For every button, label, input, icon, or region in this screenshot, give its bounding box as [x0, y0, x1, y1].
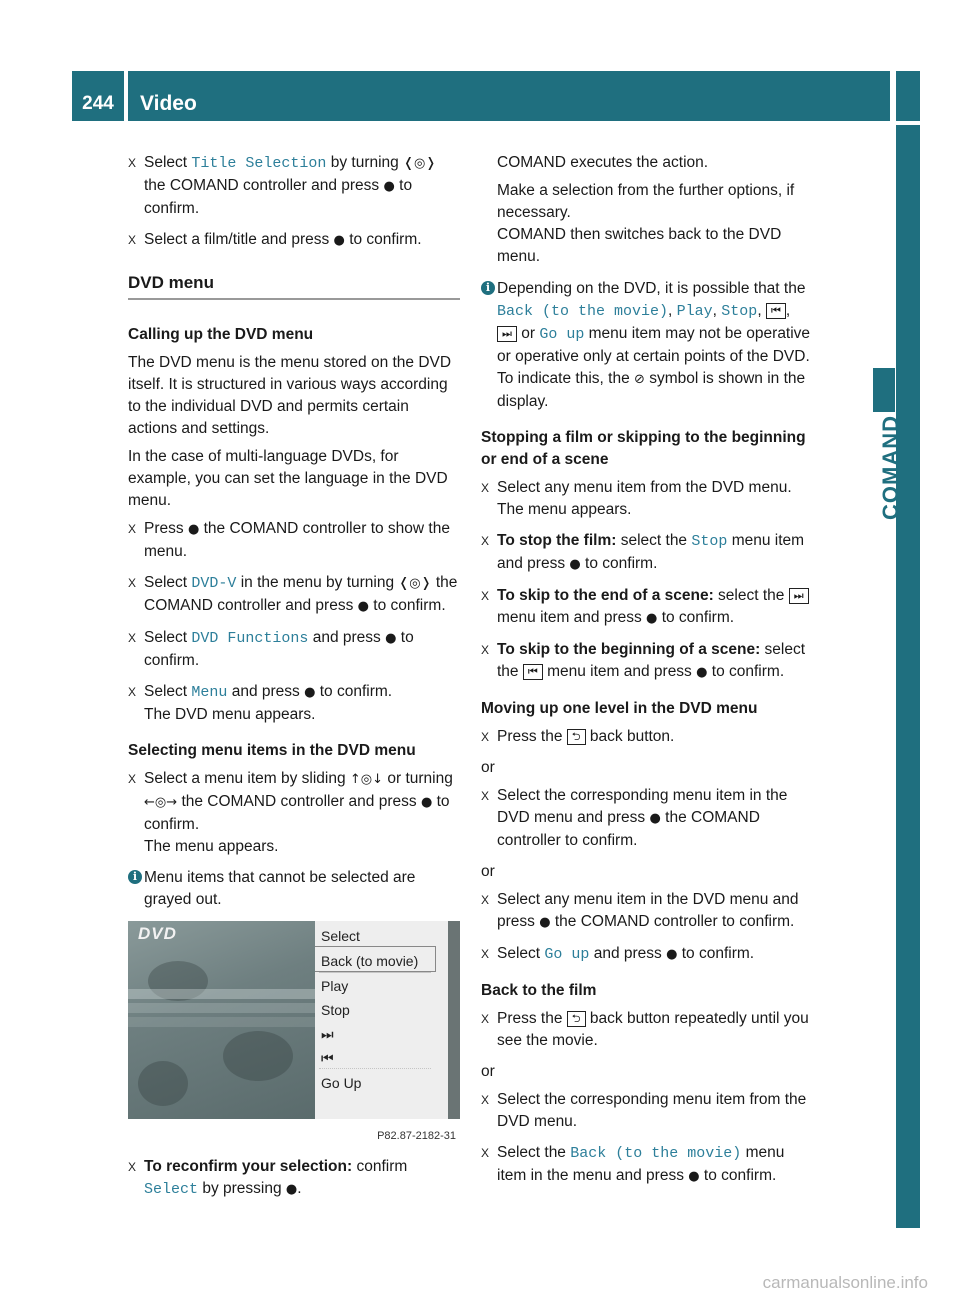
side-tab-top — [896, 71, 920, 121]
code-go-up: Go up — [544, 946, 590, 963]
step-select-corresponding-from: X Select the corresponding menu item from the DVD menu. — [481, 1091, 807, 1130]
step-stop-film: X To stop the film: select the Stop menu item and press ● to confirm. — [481, 532, 805, 572]
step-arrow-icon: X — [481, 1012, 490, 1026]
info-icon: i — [481, 281, 495, 295]
step-skip-begin: X To skip to the beginning of a scene: select the ⏮ menu item and press ● to confirm. — [481, 641, 806, 680]
step-arrow-icon: X — [481, 1146, 490, 1160]
step-select-functions: X Select DVD Functions and press ● to confirm. — [128, 629, 414, 669]
subhead-back-film: Back to the film — [481, 982, 597, 999]
step-select-corresponding: X Select the corresponding menu item in the DVD menu and press ● the COMAND controller to confirm. — [481, 787, 788, 849]
turn-controller-icon: ❬◎❭ — [403, 156, 437, 171]
turn-controller-icon: ←◎→ — [144, 795, 178, 810]
code-dvd-functions: DVD Functions — [191, 630, 309, 647]
step-arrow-icon: X — [481, 1093, 490, 1107]
info-icon: i — [128, 870, 142, 884]
step-arrow-icon: X — [481, 730, 490, 744]
step-select-go-up: X Select Go up and press ● to confirm. — [481, 945, 755, 963]
right-column — [481, 152, 814, 1197]
press-controller-icon: ● — [688, 1169, 700, 1184]
menu-item-next-icon: ⏭ — [321, 1026, 334, 1042]
note-depending: i Depending on the DVD, it is possible that the Back (to the movie), Play, Stop, ⏮ , ⏭ or Go up menu item may not be operative or operative only at certain points of the DVD. To indicate this, the ⊘ symbol is shown in the display. — [481, 278, 814, 413]
code-back-to-movie: Back (to the movie) — [570, 1145, 742, 1162]
step-arrow-icon: X — [481, 534, 490, 548]
subhead-moving: Moving up one level in the DVD menu — [481, 700, 758, 717]
step-arrow-icon: X — [128, 1160, 137, 1174]
video-area — [128, 921, 315, 1119]
prev-scene-icon: ⏮ — [523, 664, 543, 680]
side-marker — [873, 368, 895, 412]
subhead-selecting: Selecting menu items in the DVD menu — [128, 742, 416, 759]
step-arrow-icon: X — [128, 685, 137, 699]
para-calling-1: The DVD menu is the menu stored on the DVD itself. It is structured in various ways according to the individual DVD and permits certain actions and settings. — [128, 354, 452, 437]
code-menu: Menu — [191, 684, 228, 701]
step-arrow-icon: X — [128, 576, 137, 590]
press-controller-icon: ● — [187, 522, 200, 537]
heading-dvd-menu: DVD menu — [128, 272, 460, 300]
step-select-item: X Select a menu item by sliding ↑◎↓ or turning ←◎→ the COMAND controller and press ● to confirm. The menu appears. — [128, 770, 453, 855]
step-select-back-movie: X Select the Back (to the movie) menu item in the menu and press ● to confirm. — [481, 1144, 785, 1184]
step-skip-end: X To skip to the end of a scene: select the ⏭ menu item and press ● to confirm. — [481, 585, 814, 630]
step-select-any: X Select any menu item in the DVD menu and press ● the COMAND controller to confirm. — [481, 891, 799, 930]
step-arrow-icon: X — [128, 156, 137, 170]
step-press-show: X Press ● the COMAND controller to show the menu. — [128, 520, 450, 560]
screen-scrollbar — [448, 921, 460, 1119]
next-scene-icon: ⏭ — [497, 326, 517, 342]
step-arrow-icon: X — [481, 481, 490, 495]
step-arrow-icon: X — [128, 631, 137, 645]
press-controller-icon: ● — [333, 233, 345, 248]
text-or: or — [481, 759, 495, 776]
press-controller-icon: ● — [666, 947, 678, 962]
step-press-back-repeat: X Press the ⮌ back button repeatedly until you see the movie. — [481, 1010, 809, 1049]
step-arrow-icon: X — [481, 643, 490, 657]
step-select-any-menu: X Select any menu item from the DVD menu. The menu appears. — [481, 479, 792, 518]
code-stop: Stop — [691, 533, 728, 550]
press-controller-icon: ● — [385, 631, 397, 646]
press-controller-icon: ● — [569, 557, 581, 572]
subhead-stopping: Stopping a film or skipping to the beginning or end of a scene — [481, 429, 806, 468]
press-controller-icon: ● — [285, 1182, 298, 1197]
press-controller-icon: ● — [420, 795, 433, 810]
step-arrow-icon: X — [481, 789, 490, 803]
screen-menu — [315, 921, 460, 1119]
dvd-logo: DVD — [138, 924, 177, 943]
step-select-menu: X Select Menu and press ● to confirm. The DVD menu appears. — [128, 683, 393, 723]
left-column — [128, 152, 460, 1210]
note-grayed: i Menu items that cannot be selected are grayed out. — [128, 867, 460, 911]
step-press-back: X Press the ⮌ back button. — [481, 726, 814, 748]
press-controller-icon: ● — [646, 611, 658, 626]
menu-item-back: Back (to movie) — [321, 953, 419, 969]
header-divider — [124, 71, 128, 121]
menu-item-play: Play — [321, 978, 349, 994]
step-select-dvdv: X Select DVD-V in the menu by turning ❬◎❭ the COMAND controller and press ● to confirm. — [128, 574, 458, 614]
code-go-up: Go up — [539, 326, 585, 343]
next-scene-icon: ⏭ — [789, 588, 809, 604]
para-further: Make a selection from the further options, if necessary. — [497, 182, 795, 221]
code-select: Select — [144, 1181, 199, 1198]
code-dvdv: DVD-V — [191, 575, 237, 592]
dvd-screen-image — [128, 921, 460, 1146]
step-select-film: X Select a film/title and press ● to confirm. — [128, 229, 460, 252]
text-or: or — [481, 1063, 495, 1080]
section-title: Video — [140, 92, 197, 115]
step-reconfirm: X To reconfirm your selection: confirm Select by pressing ●. — [128, 1158, 408, 1198]
not-available-icon: ⊘ — [634, 372, 645, 387]
code-back-to-movie: Back (to the movie) — [497, 303, 669, 320]
press-controller-icon: ● — [304, 685, 316, 700]
step-title-selection: X Select Title Selection by turning ❬◎❭ the COMAND controller and press ● to confirm. — [128, 154, 437, 217]
para-calling-2: In the case of multi-language DVDs, for example, you can set the language in the DVD menu. — [128, 448, 448, 509]
page-number: 244 — [82, 93, 114, 114]
text-or: or — [481, 863, 495, 880]
turn-controller-icon: ❬◎❭ — [398, 576, 432, 591]
para-executes: COMAND executes the action. — [497, 154, 709, 171]
image-code: P82.87-2182-31 — [377, 1130, 456, 1142]
side-tab-label: COMAND — [878, 415, 903, 520]
slide-controller-icon: ↑◎↓ — [349, 772, 384, 787]
step-arrow-icon: X — [128, 522, 137, 536]
side-bar — [896, 125, 920, 1228]
step-arrow-icon: X — [128, 233, 137, 247]
step-arrow-icon: X — [128, 772, 137, 786]
menu-item-select: Select — [321, 928, 360, 944]
step-arrow-icon: X — [481, 589, 490, 603]
press-controller-icon: ● — [696, 665, 708, 680]
step-arrow-icon: X — [481, 947, 490, 961]
menu-item-prev-icon: ⏮ — [321, 1050, 334, 1066]
press-controller-icon: ● — [539, 915, 551, 930]
press-controller-icon: ● — [357, 599, 369, 614]
subhead-calling: Calling up the DVD menu — [128, 326, 314, 343]
code-play: Play — [676, 303, 713, 320]
press-controller-icon: ● — [383, 179, 395, 194]
step-arrow-icon: X — [481, 893, 490, 907]
menu-item-stop: Stop — [321, 1002, 350, 1018]
code-title-selection: Title Selection — [191, 155, 327, 172]
menu-item-go-up: Go Up — [321, 1075, 362, 1091]
code-stop: Stop — [721, 303, 758, 320]
para-switches: COMAND then switches back to the DVD menu. — [497, 226, 782, 265]
back-button-icon: ⮌ — [567, 729, 586, 745]
press-controller-icon: ● — [649, 811, 661, 826]
prev-scene-icon: ⏮ — [766, 303, 786, 319]
watermark: carmanualsonline.info — [762, 1273, 928, 1292]
back-button-icon: ⮌ — [567, 1011, 586, 1027]
